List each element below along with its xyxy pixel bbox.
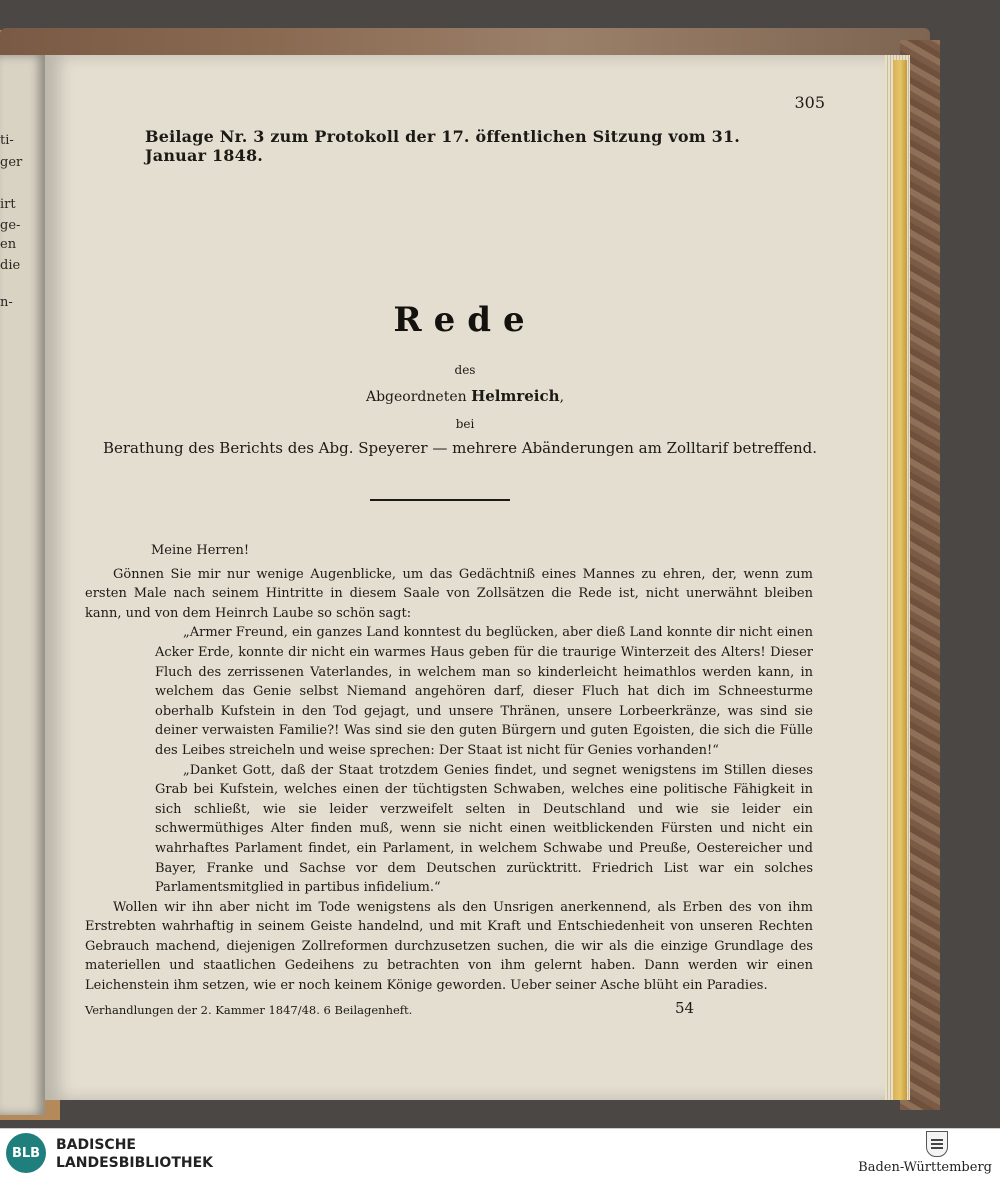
left-fragment: n-: [0, 295, 13, 310]
paragraph: Wollen wir ihn aber nicht im Tode wenigstens als den Unsrigen anerkennend, als Erben des von ihm Erstrebten wahrhaftig in seinem Geiste handelnd, und mit Kraft und Entschiedenheit von unseren Rechten Gebrauch machend, diejenigen Zollreformen durchzusetzen suchen, die wir als die einzige Grundlage des materiellen und staatlichen Gedeihens zu betrachten von ihm gelernt haben. Dann werden wir einen Leichenstein ihm setzen, wie er noch keinem Könige geworden. Ueber seiner Asche blüht ein Paradies.: [85, 899, 813, 994]
quote-paragraph: „Danket Gott, daß der Staat trotzdem Genies findet, und segnet wenigstens im Stillen dieses Grab bei Kufstein, welches einen der tüchtigsten Schwaben, welches eine politische Fähigkeit in sich schließt, wie sie leider verzweifelt selten in Deutschland und wie sie leider ein schwermüthiges Alter finden muß, wenn sie nicht einen weitblickenden Fürsten und nicht ein wahrhaftes Parlament findet, ein Parlament, in welchem Schwabe und Preuße, Oestereicher und Bayer, Franke und Sachse vor dem Deutschen zurücktritt. Friedrich List war ein solches Parlamentsmitglied in partibus infidelium.“: [155, 762, 813, 896]
speaker-prefix: Abgeordneten: [365, 389, 467, 405]
page-title: Rede: [393, 300, 537, 340]
left-fragment: en: [0, 237, 17, 252]
speaker-line: [45, 387, 885, 405]
book-cover-top: [0, 28, 930, 58]
subject-line: Berathung des Berichts des Abg. Speyerer — mehrere Abänderungen am Zolltarif betreffend.: [102, 439, 818, 457]
paragraph: Gönnen Sie mir nur wenige Augenblicke, um das Gedächtniß eines Mannes zu ehren, der, wenn zum ersten Male nach seinem Hintritte in diesem Saale von Zollsätzen die Rede ist, nicht unerwähnt bleiben kann, und von dem Heinrch Laube so schön sagt:: [85, 566, 813, 621]
library-name-line2: LANDESBIBLIOTHEK: [56, 1155, 214, 1171]
page-header: Beilage Nr. 3 zum Protokoll der 17. öffentlichen Sitzung vom 31. Januar 1848.: [145, 127, 741, 165]
speaker-name: Helmreich: [471, 387, 560, 405]
left-fragment: ge-: [0, 218, 21, 233]
left-fragment: ger: [0, 155, 23, 170]
left-page-edge: [0, 55, 45, 1115]
page-gilt-edge: [893, 60, 907, 1100]
speech-body: [85, 541, 813, 996]
document-page: [45, 55, 885, 1100]
signature-mark: 54: [675, 999, 695, 1017]
salutation: Meine Herren!: [151, 543, 250, 558]
quote-paragraph: „Armer Freund, ein ganzes Land konntest du beglücken, aber dieß Land konnte dir nicht einen Acker Erde, konnte dir nicht ein warmes Haus geben für die traurige Winterzeit des Alters! Dieser Fluch des zerrissenen Vaterlandes, in welchem man so kinderleicht heimathlos werden kann, in welchem das Genie selbst Niemand angehören darf, dieser Fluch hat dich im Schneesturme oberhalb Kufstein in den Tod gejagt, und unsere Thränen, unsere Lorbeerkränze, was sind sie deiner verwaisten Familie?! Was sind sie den guten Bürgern und guten Egoisten, die sich die Fülle des Leibes streicheln und weise sprechen: Der Staat ist nicht für Genies vorhanden!“: [155, 625, 813, 758]
title-des: des: [454, 363, 476, 377]
separator-rule: [370, 499, 510, 501]
left-fragment: die: [0, 258, 21, 273]
page-footer: Verhandlungen der 2. Kammer 1847/48. 6 Beilagenheft.: [85, 1003, 413, 1017]
page-number: 305: [794, 93, 825, 112]
blb-logo-icon[interactable]: BLB: [6, 1133, 46, 1173]
speaker-suffix: ,: [559, 389, 565, 405]
library-name-line1: BADISCHE: [56, 1137, 136, 1153]
library-name: [56, 1136, 213, 1172]
state-label: Baden-Württemberg: [858, 1160, 992, 1175]
left-fragment: ti-: [0, 133, 14, 148]
title-bei: bei: [455, 417, 475, 431]
coat-of-arms-icon: [926, 1131, 948, 1157]
left-fragment: irt: [0, 197, 16, 212]
library-footer-bar: [0, 1128, 1000, 1179]
